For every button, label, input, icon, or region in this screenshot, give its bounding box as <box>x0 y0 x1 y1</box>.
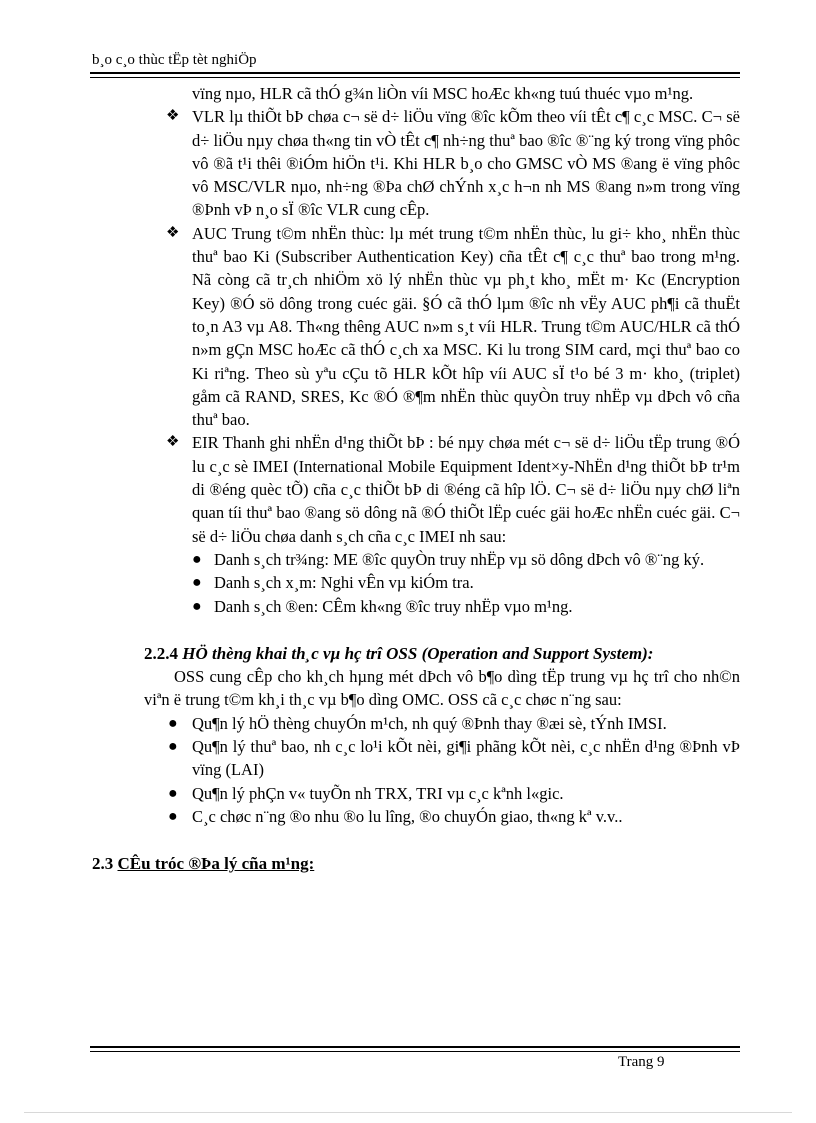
dot-bullet-icon: ● <box>168 784 178 802</box>
list-item: ● Danh s¸ch tr¾ng: ME ®îc quyÒn truy nhËp vµ sö dông dÞch vô ®¨ng ký. <box>214 548 740 571</box>
diamond-bullet-icon: ❖ <box>166 224 180 241</box>
oss-paragraph: OSS cung cÊp cho kh¸ch hµng mét dÞch vô b¶o dìng tËp trung vµ hç trî cho nh©n viªn ë trung t©m kh¸i th¸c vµ b¶o dìng OMC. OSS cã c¸c chøc n¨ng sau: <box>144 667 740 710</box>
list-item: ● Qu¶n lý hÖ thèng chuyÓn m¹ch, nh quý ®Þnh thay ®æi sè, tÝnh IMSI. <box>192 712 740 735</box>
bullet-vlr <box>166 105 740 221</box>
list-item: ● Qu¶n lý phÇn v« tuyÕn nh TRX, TRI vµ c¸c kªnh l«gic. <box>192 782 740 805</box>
dot-bullet-icon: ● <box>192 574 202 592</box>
bullet-auc <box>166 222 740 432</box>
bullet-text: EIR Thanh ghi nhËn d¹ng thiÕt bÞ : bé nµy chøa mét c¬ së d÷ liÖu tËp trung ®Ó lu c¸c sè IMEI (International Mobile Equipment Ident×y-NhËn d¹ng thiÕt bÞ tr¹m di ®éng quèc tÕ) cña c¸c thiÕt bÞ di ®éng cã hîp lÖ. C¬ së d÷ liÖu nµy chØ liªn quan tíi thuª bao ®ang sö dông nã ®Ó thiÕt lËp cuéc gäi hoÆc nhËn cuéc gäi. C¬ së d÷ liÖu chøa danh s¸ch cña c¸c IMEI nh sau: <box>192 433 740 546</box>
dot-bullet-icon: ● <box>192 597 202 615</box>
page-edge <box>24 1112 792 1113</box>
list-item: ● C¸c chøc n¨ng ®o nhu ®o lu lîng, ®o chuyÓn giao, th«ng kª v.v.. <box>192 805 740 828</box>
bullet-text: VLR lµ thiÕt bÞ chøa c¬ së d÷ liÖu vïng ®îc kÕm theo víi tÊt c¶ c¸c MSC. C¬ së d÷ liÖu nµy chøa th«ng tin vÒ tÊt c¶ nh÷ng thuª bao ®îc ®¨ng ký trong vïng phôc vô ®ã t¹i thêi ®iÓm hiÖn t¹i. Khi HLR b¸o cho GMSC vÒ MS ®ang ë vïng phôc vô MSC/VLR nµo, nh÷ng ®Þa chØ chÝnh x¸c h¬n nh MS ®ang n»m trong vïng ®Þnh vÞ n¸o sÏ ®îc VLR cung cÊp. <box>192 107 740 220</box>
footer-rule-thick <box>90 1046 740 1048</box>
body-content <box>92 82 740 876</box>
bullet-eir <box>166 431 740 547</box>
list-item: ● Qu¶n lý thuª bao, nh c¸c lo¹i kÕt nèi, gi¶i phãng kÕt nèi, c¸c nhËn d¹ng ®Þnh vÞ vïng (LAI) <box>168 737 740 780</box>
continued-paragraph: vïng nµo, HLR cã thÓ g¾n liÒn víi MSC hoÆc kh«ng tuú thuéc vµo m¹ng. <box>192 84 694 103</box>
header-rule-thin <box>90 77 740 78</box>
section-heading-2-3: 2.3 CÊu tróc ®Þa lý cña m¹ng: <box>92 854 315 874</box>
diamond-bullet-icon: ❖ <box>166 434 180 451</box>
list-item: ● Danh s¸ch x¸m: Nghi vÊn vµ kiÓm tra. <box>214 571 740 594</box>
dot-bullet-icon: ● <box>168 738 178 756</box>
bullet-text: AUC Trung t©m nhËn thùc: lµ mét trung t©m nhËn thùc, lu gi÷ kho¸ nhËn thùc thuª bao Ki (Subscriber Authentication Key) cña tÊt c¶ c¸c thuª bao trong m¹ng. Nã còng cã tr¸ch nhiÖm xö lý nhËn thùc vµ ph¸t kho¸ mËt m· Kc (Encryption Key) ®Ó sö dông trong cuéc gäi. §Ó cã thÓ lµm ®îc nh vËy AUC ph¶i cã thuËt to¸n A3 vµ A8. Th«ng thêng AUC n»m s¸t víi HLR. Trung t©m AUC/HLR cã thÓ n»m gÇn MSC hoÆc cã thÓ c¸ch xa MSC. Ki lu trong SIM card, mçi thuª bao co Ki riªng. Theo sù yªu cÇu tõ HLR kÕt hîp víi AUC sÏ t¹o bé 3 m· kho¸ (triplet) gåm cã RAND, SRES, Kc ®Ó ®¶m nhËn thùc quyÒn truy nhËp vµ dÞch vô cña thuª bao. <box>192 223 740 430</box>
running-header: b¸o c¸o thùc tËp tèt nghiÖp <box>92 52 257 68</box>
dot-bullet-icon: ● <box>168 807 178 825</box>
diamond-bullet-icon: ❖ <box>166 108 180 125</box>
dot-bullet-icon: ● <box>168 714 178 732</box>
section-heading-2-2-4: 2.2.4 HÖ thèng khai th¸c vµ hç trî OSS (Operation and Support System): <box>144 643 654 663</box>
list-item: ● Danh s¸ch ®en: CÊm kh«ng ®îc truy nhËp vµo m¹ng. <box>214 595 740 618</box>
footer-rule-thin <box>90 1051 740 1052</box>
dot-bullet-icon: ● <box>192 550 202 568</box>
header-rule-thick <box>90 72 740 74</box>
page-number: Trang 9 <box>618 1054 665 1070</box>
